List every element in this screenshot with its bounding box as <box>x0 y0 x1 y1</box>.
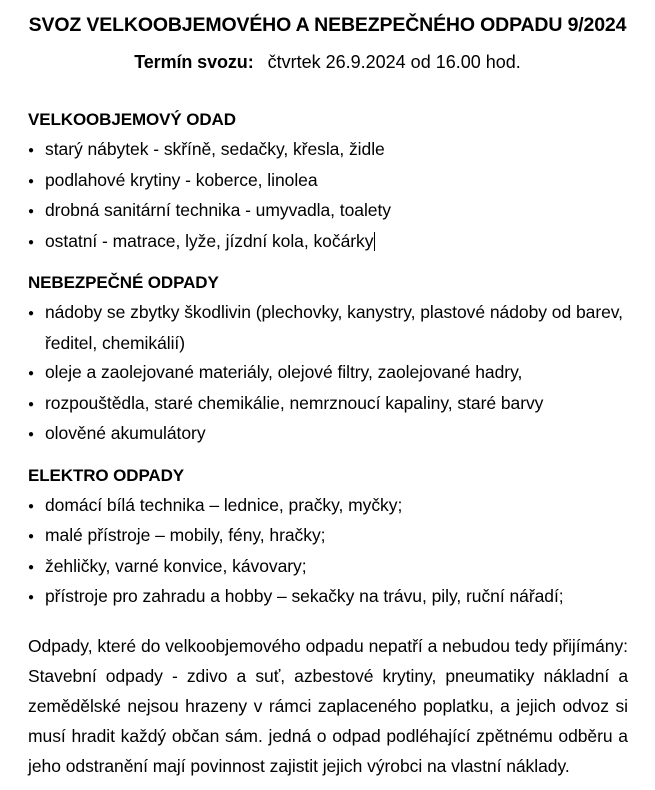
list-item-text: rozpouštědla, staré chemikálie, nemrznoucí kapaliny, staré barvy <box>45 392 544 413</box>
list-item <box>28 419 628 450</box>
page-title: SVOZ VELKOOBJEMOVÉHO A NEBEZPEČNÉHO ODPADU 9/2024 <box>28 14 627 36</box>
list-item-text: malé přístroje – mobily, fény, hračky; <box>45 525 326 545</box>
bullet-list-hazardous-waste <box>28 298 628 450</box>
collection-date-line <box>0 38 655 75</box>
bullet-list-bulky-waste <box>28 135 628 257</box>
list-item-text: drobná sanitární technika - umyvadla, toalety <box>45 200 391 220</box>
list-item <box>28 196 628 227</box>
section-electronic-waste <box>28 464 628 613</box>
list-item-text: oleje a zaolejované materiály, olejové filtry, zaolejované hadry, <box>45 362 523 382</box>
list-item <box>28 227 628 258</box>
list-item <box>28 389 628 420</box>
list-item-text: olověné akumulátory <box>45 423 206 443</box>
collection-date-label: Termín svozu: <box>134 52 254 72</box>
list-item-text: nádoby se zbytky škodlivin (plechovky, kanystry, plastové nádoby od barev, ředitel, chemikálií) <box>45 302 623 353</box>
document-body <box>0 108 655 781</box>
list-item-text: ostatní - matrace, lyže, jízdní kola, kočárky <box>45 230 374 251</box>
list-item-text: domácí bílá technika – lednice, pračky, myčky; <box>45 494 403 515</box>
list-item <box>28 552 628 583</box>
section-heading-bulky-waste: VELKOOBJEMOVÝ ODAD <box>28 110 236 129</box>
list-item-text: přístroje pro zahradu a hobby – sekačky na trávu, pily, ruční nářadí; <box>45 586 564 606</box>
section-heading-electronic-waste: ELEKTRO ODPADY <box>28 465 185 485</box>
list-item-text: podlahové krytiny - koberce, linolea <box>45 169 318 190</box>
list-item <box>28 298 628 358</box>
section-heading-hazardous-waste: NEBEZPEČNÉ ODPADY <box>28 273 219 292</box>
list-item-text: žehličky, varné konvice, kávovary; <box>45 555 307 576</box>
list-item <box>28 521 628 552</box>
text-cursor-caret <box>374 232 375 251</box>
list-item <box>28 166 628 197</box>
closing-paragraph: Odpady, které do velkoobjemového odpadu nepatří a nebudou tedy přijímány: Stavební odpady - zdivo a suť, azbestové krytiny, pneumatiky nákladní a zemědělské nejsou hrazeny v rámci zaplaceného poplatku, a jejich odvoz si musí hradit každý občan sám. jedná o odpad podléhající zpětnému odběru a jeho odstranění mají povinnost zajistit jejich výrobci na vlastní náklady. <box>28 635 628 776</box>
section-bulky-waste <box>28 108 628 257</box>
list-item <box>28 582 628 613</box>
list-item <box>28 358 628 389</box>
collection-date-value: čtvrtek 26.9.2024 od 16.00 hod. <box>267 52 521 72</box>
section-hazardous-waste <box>28 271 628 450</box>
list-item <box>28 491 628 522</box>
bullet-list-electronic-waste <box>28 491 628 613</box>
list-item <box>28 135 628 166</box>
list-item-text: starý nábytek - skříně, sedačky, křesla, židle <box>45 139 385 159</box>
